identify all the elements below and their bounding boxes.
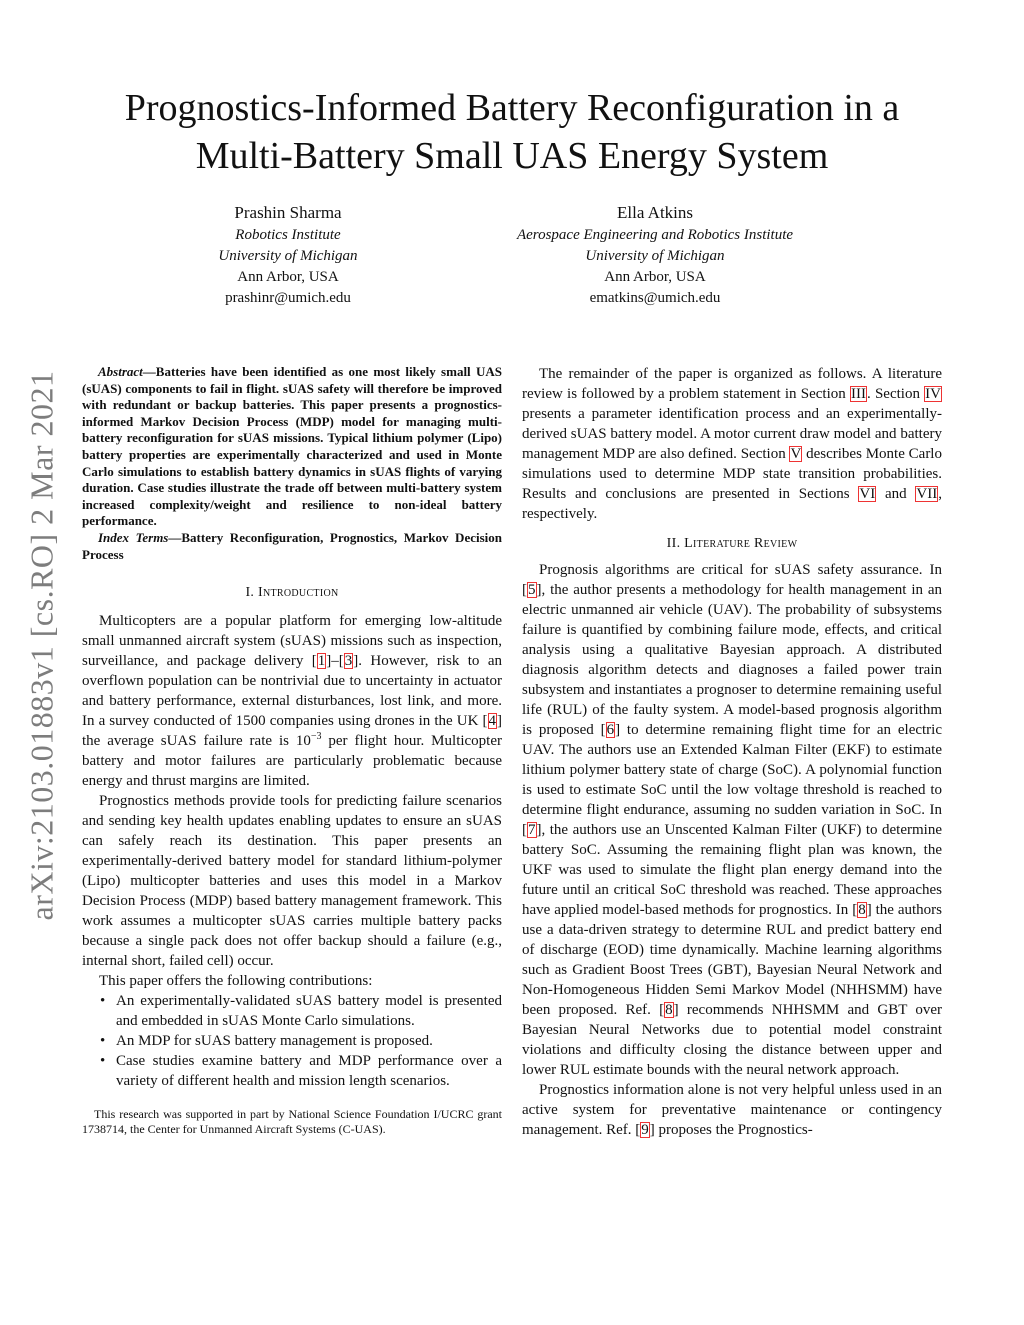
citation-link[interactable]: 8	[858, 902, 866, 918]
citation-link[interactable]: 4	[488, 713, 496, 730]
text-run: Prognostics information alone is not very helpful unless used in an active system for preventative maintenance or contingency management. Ref. [	[522, 1082, 942, 1138]
section-heading-introduction: I. Introduction	[245, 585, 339, 601]
text-run: ], the authors use an Unscented Kalman Filter (UKF) to determine battery SoC. Assuming the remaining flight plan was known, the UKF was used to simulate the flight plan energy demand into the future until an critical SoC threshold was reached. These approaches have applied model-based methods for prognostics. In [	[522, 822, 942, 918]
author-univ: University of Michigan	[218, 248, 358, 264]
list-item-text: An MDP for sUAS battery management is proposed.	[116, 1033, 433, 1050]
title-line-2: Multi-Battery Small UAS Energy System	[195, 135, 829, 177]
text-run: ] the average sUAS failure rate is 10	[82, 713, 502, 750]
right-column	[522, 364, 942, 1140]
text-run: ] the authors use a data-driven strategy to determine RUL and predict battery end of discharge (EOD) time dynamically. Machine learning algorithms such as Gradient Boost Trees (GBT), Bayesian Neural Network and Non-Homogeneous Hidden Semi Markov Model (NHHSMM) have been proposed. Ref. [	[522, 902, 942, 1018]
citation-link[interactable]: 5	[528, 582, 536, 598]
text-run: , respectively.	[522, 486, 942, 522]
text-run: . Section	[866, 386, 925, 402]
arxiv-stamp	[22, 340, 62, 950]
arxiv-stamp-text: arXiv:2103.01883v1 [cs.RO] 2 Mar 2021	[23, 370, 60, 920]
citation-link[interactable]: 8	[665, 1002, 673, 1018]
author-block-1	[188, 202, 388, 309]
text-run: ]. However, risk to an overflown population can be nontrivial due to uncertainty in actuator and battery performance, external disturbances, lost link, and more. In a survey conducted of 1500 companies using drones in the UK [	[82, 653, 502, 730]
text-run: Multicopters are a popular platform for emerging low-altitude small unmanned aircraft system (sUAS) missions such as inspection, surveillance, and package delivery [	[82, 613, 502, 670]
text-run: presents a parameter identification process and an experimentally-derived sUAS battery model. A motor current draw model and battery management MDP are also defined. Section	[522, 406, 942, 462]
citation-link[interactable]: 9	[641, 1122, 649, 1138]
author-city: Ann Arbor, USA	[237, 269, 339, 285]
author-city: Ann Arbor, USA	[604, 269, 706, 285]
abstract-lead: Abstract	[98, 364, 143, 379]
section-ref-link[interactable]: III	[850, 386, 866, 402]
section-heading-literature-review: II. Literature Review	[666, 536, 798, 551]
text-run: ] to determine remaining flight time for an electric UAV. The authors use an Extended Kalman Filter (EKF) to estimate lithium polymer battery state of charge (SoC). A polynomial function is used to estimate SoC until the low voltage threshold is reached to determine flight endurance, assuming no sudden variation in SoC. In [	[522, 722, 942, 838]
author-block-2	[470, 202, 840, 309]
bullet-dot-icon: •	[100, 1033, 106, 1050]
intro-paragraph-1	[82, 611, 502, 791]
citation-link[interactable]: 3	[344, 653, 353, 670]
list-item-text: Case studies examine battery and MDP performance over a variety of different health and mission length scenarios.	[116, 1053, 502, 1090]
left-column	[82, 364, 502, 1137]
section-ref-link[interactable]: VII	[916, 486, 938, 502]
bullet-dot-icon: •	[100, 1053, 106, 1070]
intro-paragraph-2: Prognostics methods provide tools for predicting failure scenarios and sending key health updates enabling updates to ensure an sUAS can safely reach its destination. This paper presents an experimentally-derived battery model for standard lithium-polymer (Lipo) multicopter batteries and uses this model in a Markov Decision Process (MDP) based battery management framework. This work assumes a multicopter sUAS carries multiple battery packs because a single pack does not offer backup should a failure (e.g., internal short, failed cell) occur.	[82, 793, 502, 970]
author-univ: University of Michigan	[585, 248, 725, 264]
author-name: Ella Atkins	[616, 203, 694, 222]
author-dept: Aerospace Engineering and Robotics Institute	[516, 227, 794, 243]
text-run: ] proposes the Prognostics-	[649, 1122, 813, 1138]
title-line-1: Prognostics-Informed Battery Reconfiguration in a	[124, 87, 900, 129]
list-item	[82, 1031, 502, 1051]
intro-paragraph-3: This paper offers the following contributions:	[99, 973, 373, 990]
list-item	[82, 991, 502, 1031]
citation-link[interactable]: 1	[317, 653, 326, 670]
author-email: prashinr@umich.edu	[225, 290, 351, 306]
index-terms	[82, 530, 502, 563]
funding-footnote: This research was supported in part by National Science Foundation I/UCRC grant 1738714, the Center for Unmanned Aircraft Systems (C-UAS).	[82, 1107, 502, 1137]
literature-paragraph-2	[522, 1080, 942, 1140]
text-run: per flight hour. Multicopter battery and motor failures are particularly problematic because energy and thrust margins are limited.	[82, 733, 503, 790]
exponent: −3	[310, 731, 322, 743]
organization-paragraph	[522, 364, 942, 524]
paper-title	[60, 84, 964, 180]
bullet-dot-icon: •	[100, 993, 106, 1010]
section-ref-link[interactable]: VI	[859, 486, 876, 502]
index-terms-text: —Battery Reconfiguration, Prognostics, Markov Decision Process	[82, 529, 502, 562]
citation-link[interactable]: 7	[528, 822, 536, 838]
text-run: The remainder of the paper is organized as follows. A literature review is followed by a problem statement in Section	[522, 366, 942, 402]
section-ref-link[interactable]: V	[790, 446, 802, 462]
text-run: ] recommends NHHSMM and GBT over Bayesian Neural Networks due to potential model constraint violations and difficulty closing the distance between upper and lower RUL estimate bounds with the neural network approach.	[522, 1002, 942, 1078]
author-email: ematkins@umich.edu	[589, 290, 721, 306]
index-terms-lead: Index Terms	[98, 529, 169, 545]
list-item	[82, 1051, 502, 1091]
literature-paragraph-1	[522, 560, 942, 1080]
section-ref-link[interactable]: IV	[925, 386, 941, 402]
author-dept: Robotics Institute	[235, 227, 341, 243]
text-run: Prognosis algorithms are critical for sUAS safety assurance. In [	[522, 562, 942, 598]
author-name: Prashin Sharma	[234, 203, 342, 222]
list-item-text: An experimentally-validated sUAS battery model is presented and embedded in sUAS Monte Carlo simulations.	[116, 993, 502, 1030]
abstract-text: —Batteries have been identified as one most likely small UAS (sUAS) components to fail in flight. sUAS safety will therefore be improved with redundant or backup batteries. This paper presents a prognostics-informed Markov Decision Process (MDP) model for managing multi-battery reconfiguration for sUAS missions. Typical lithium polymer (Lipo) battery properties are experimentally characterized and used in Monte Carlo simulations to establish battery dynamics in sUAS flights of varying duration. Case studies illustrate the trade off between multi-battery system increased complexity/weight and resilience to non-ideal battery performance.	[82, 364, 502, 529]
abstract	[82, 364, 502, 530]
contributions-list	[82, 991, 502, 1091]
text-run: ]–[	[326, 653, 344, 670]
text-run: ], the author presents a methodology for health management in an electric unmanned air vehicle (UAV). The probability of subsystems failure is quantified by combining failure mode, effects, and critical analysis using a qualitative Bayesian approach. A distributed diagnosis algorithm detects and diagnoses a failed power train subsystem and instantiates a prognoser to determine remaining useful life (RUL) of the faulty system. A model-based prognosis algorithm is proposed [	[522, 582, 942, 738]
text-run: and	[876, 486, 916, 502]
citation-link[interactable]: 6	[606, 722, 615, 738]
text-run: describes Monte Carlo simulations used to determine MDP state transition probabilities. Results and conclusions are presented in Sections	[522, 446, 942, 502]
